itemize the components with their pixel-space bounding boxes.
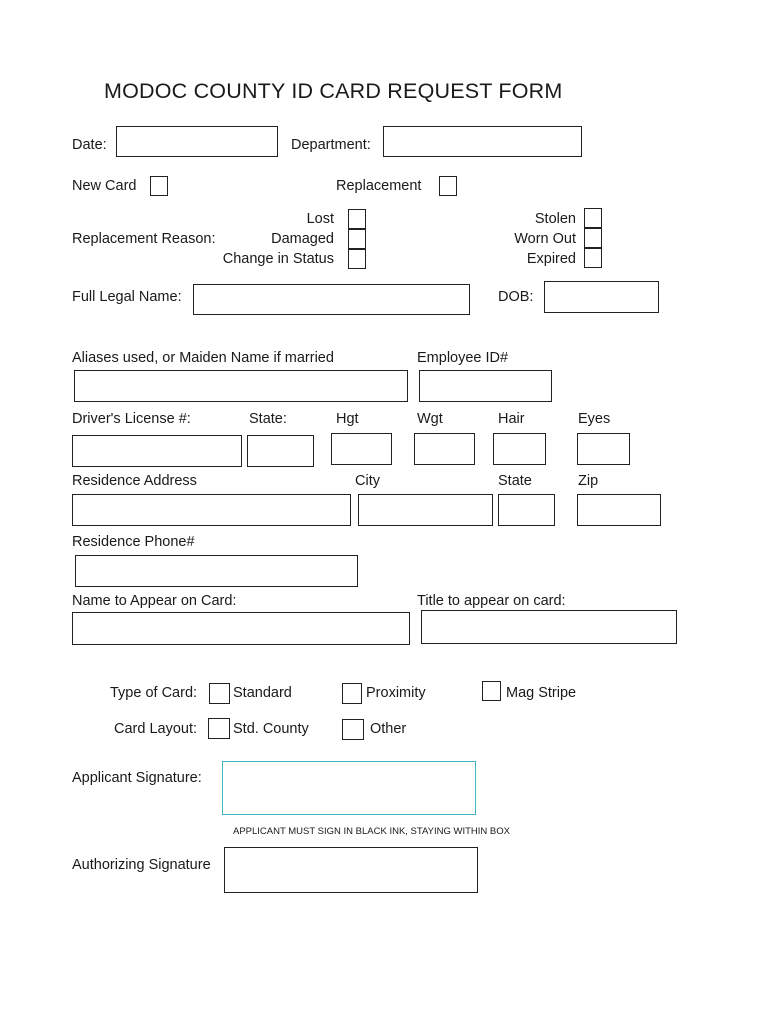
layout-other-label: Other [370, 721, 407, 737]
date-label: Date: [72, 137, 107, 153]
replacement-reason-label: Replacement Reason: [72, 231, 216, 247]
reason-damaged-checkbox[interactable] [348, 229, 366, 249]
date-field[interactable] [116, 126, 278, 157]
page-title: MODOC COUNTY ID CARD REQUEST FORM [104, 79, 563, 103]
hair-label: Hair [498, 411, 525, 427]
eyes-label: Eyes [578, 411, 611, 427]
city-field[interactable] [358, 494, 493, 526]
title-on-card-label: Title to appear on card: [417, 593, 566, 609]
wgt-label: Wgt [417, 411, 443, 427]
address-state-field[interactable] [498, 494, 555, 526]
hair-field[interactable] [493, 433, 546, 465]
full-legal-name-field[interactable] [193, 284, 470, 315]
card-type-mag-stripe-checkbox[interactable] [482, 681, 501, 701]
card-type-proximity-checkbox[interactable] [342, 683, 362, 704]
card-layout-label: Card Layout: [114, 721, 198, 737]
residence-address-label: Residence Address [72, 473, 197, 489]
residence-address-field[interactable] [72, 494, 351, 526]
layout-std-county-label: Std. County [233, 721, 309, 737]
aliases-label: Aliases used, or Maiden Name if married [72, 350, 334, 366]
signature-instruction-note: APPLICANT MUST SIGN IN BLACK INK, STAYING WITHIN BOX [233, 826, 510, 837]
name-on-card-label: Name to Appear on Card: [72, 593, 237, 609]
department-field[interactable] [383, 126, 582, 157]
drivers-license-label: Driver's License #: [72, 411, 191, 427]
residence-phone-label: Residence Phone# [72, 534, 195, 550]
dob-label: DOB: [498, 289, 534, 305]
license-state-label: State: [249, 411, 287, 427]
drivers-license-field[interactable] [72, 435, 242, 467]
reason-lost-label: Lost [306, 211, 334, 227]
authorizing-signature-box[interactable] [224, 847, 478, 893]
type-of-card-label: Type of Card: [110, 685, 198, 701]
license-state-field[interactable] [247, 435, 314, 467]
reason-worn-out-checkbox[interactable] [584, 228, 602, 248]
card-type-proximity-label: Proximity [366, 685, 426, 701]
applicant-signature-box[interactable] [222, 761, 476, 815]
employee-id-field[interactable] [419, 370, 552, 402]
title-on-card-field[interactable] [421, 610, 677, 644]
zip-label: Zip [578, 473, 599, 489]
department-label: Department: [291, 137, 371, 153]
reason-worn-out-label: Worn Out [514, 231, 576, 247]
hgt-field[interactable] [331, 433, 392, 465]
replacement-label: Replacement [336, 178, 422, 194]
wgt-field[interactable] [414, 433, 475, 465]
dob-field[interactable] [544, 281, 659, 313]
card-type-mag-stripe-label: Mag Stripe [506, 685, 577, 701]
aliases-field[interactable] [74, 370, 408, 402]
card-type-standard-label: Standard [233, 685, 292, 701]
employee-id-label: Employee ID# [417, 350, 509, 366]
applicant-signature-label: Applicant Signature: [72, 770, 202, 786]
eyes-field[interactable] [577, 433, 630, 465]
full-legal-name-label: Full Legal Name: [72, 289, 182, 305]
reason-damaged-label: Damaged [271, 231, 334, 247]
replacement-checkbox[interactable] [439, 176, 457, 196]
zip-field[interactable] [577, 494, 661, 526]
authorizing-signature-label: Authorizing Signature [72, 857, 211, 873]
layout-std-county-checkbox[interactable] [208, 718, 230, 739]
reason-stolen-checkbox[interactable] [584, 208, 602, 228]
layout-other-checkbox[interactable] [342, 719, 364, 740]
city-label: City [355, 473, 380, 489]
hgt-label: Hgt [336, 411, 359, 427]
reason-expired-checkbox[interactable] [584, 248, 602, 268]
reason-change-in-status-checkbox[interactable] [348, 249, 366, 269]
new-card-checkbox[interactable] [150, 176, 168, 196]
new-card-label: New Card [72, 178, 137, 194]
name-on-card-field[interactable] [72, 612, 410, 645]
reason-expired-label: Expired [526, 251, 576, 267]
residence-phone-field[interactable] [75, 555, 358, 587]
card-type-standard-checkbox[interactable] [209, 683, 230, 704]
reason-lost-checkbox[interactable] [348, 209, 366, 229]
reason-stolen-label: Stolen [534, 211, 576, 227]
reason-change-in-status-label: Change in Status [222, 251, 334, 267]
address-state-label: State [498, 473, 532, 489]
